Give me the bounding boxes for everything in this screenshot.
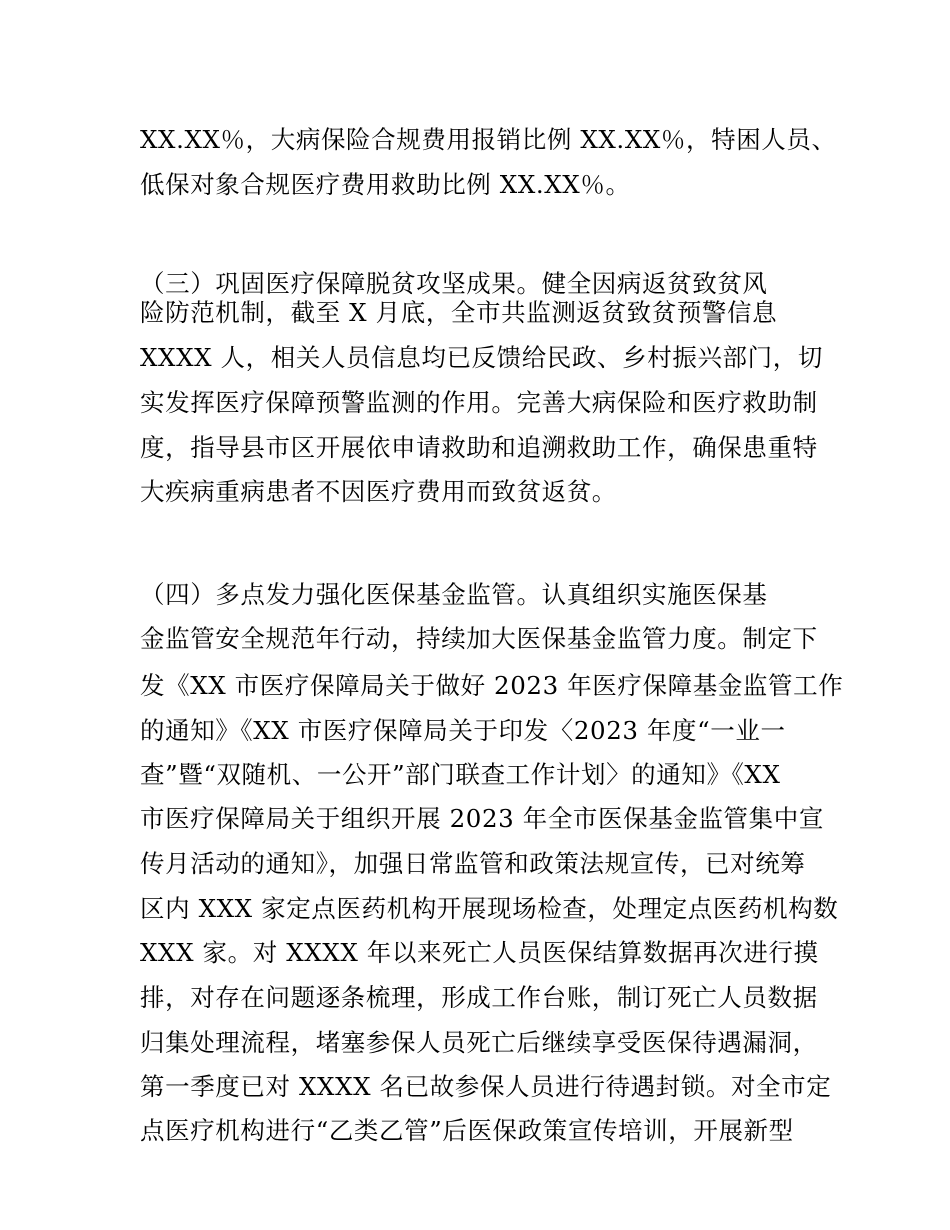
text-line: 金监管安全规范年行动，持续加大医保基金监管力度。制定下 — [140, 624, 818, 653]
text-line: 大疾病重病患者不因医疗费用而致贫返贫。 — [140, 477, 617, 506]
text-line: 低保对象合规医疗费用救助比例 XX.XX％。 — [140, 170, 631, 199]
text-line: 的通知》《XX 市医疗保障局关于印发〈2023 年度“一业一 — [140, 716, 786, 745]
text-line: 第一季度已对 XXXX 名已故参保人员进行待遇封锁。对全市定 — [140, 1072, 832, 1101]
text-line: 发《XX 市医疗保障局关于做好 2023 年医疗保障基金监管工作 — [140, 671, 844, 700]
text-line: （四）多点发力强化医保基金监管。认真组织实施医保基 — [140, 580, 768, 609]
text-line: XXX 家。对 XXXX 年以来死亡人员医保结算数据再次进行摸 — [140, 938, 819, 967]
text-line: 查”暨“双随机、一公开”部门联查工作计划〉的通知》《XX — [140, 760, 781, 789]
text-line: 排，对存在问题逐条梳理，形成工作台账，制订死亡人员数据 — [140, 983, 818, 1012]
text-line: XXXX 人，相关人员信息均已反馈给民政、乡村振兴部门，切 — [140, 343, 823, 372]
text-line: （三）巩固医疗保障脱贫攻坚成果。健全因病返贫致贫风 — [140, 269, 768, 298]
text-line: XX.XX％，大病保险合规费用报销比例 XX.XX％，特困人员、 — [140, 125, 837, 154]
text-line: 传月活动的通知》，加强日常监管和政策法规宣传，已对统筹 — [140, 849, 806, 878]
text-line: 险防范机制，截至 X 月底，全市共监测返贫致贫预警信息 — [140, 298, 778, 327]
text-line: 实发挥医疗保障预警监测的作用。完善大病保险和医疗救助制 — [140, 388, 818, 417]
text-line: 度，指导县市区开展依申请救助和追溯救助工作，确保患重特 — [140, 433, 818, 462]
text-line: 区内 XXX 家定点医药机构开展现场检查，处理定点医药机构数 — [140, 894, 839, 923]
text-line: 市医疗保障局关于组织开展 2023 年全市医保基金监管集中宣 — [140, 804, 824, 833]
text-line: 归集处理流程，堵塞参保人员死亡后继续享受医保待遇漏洞， — [140, 1028, 818, 1057]
text-line: 点医疗机构进行“乙类乙管”后医保政策宣传培训，开展新型 — [140, 1116, 794, 1145]
